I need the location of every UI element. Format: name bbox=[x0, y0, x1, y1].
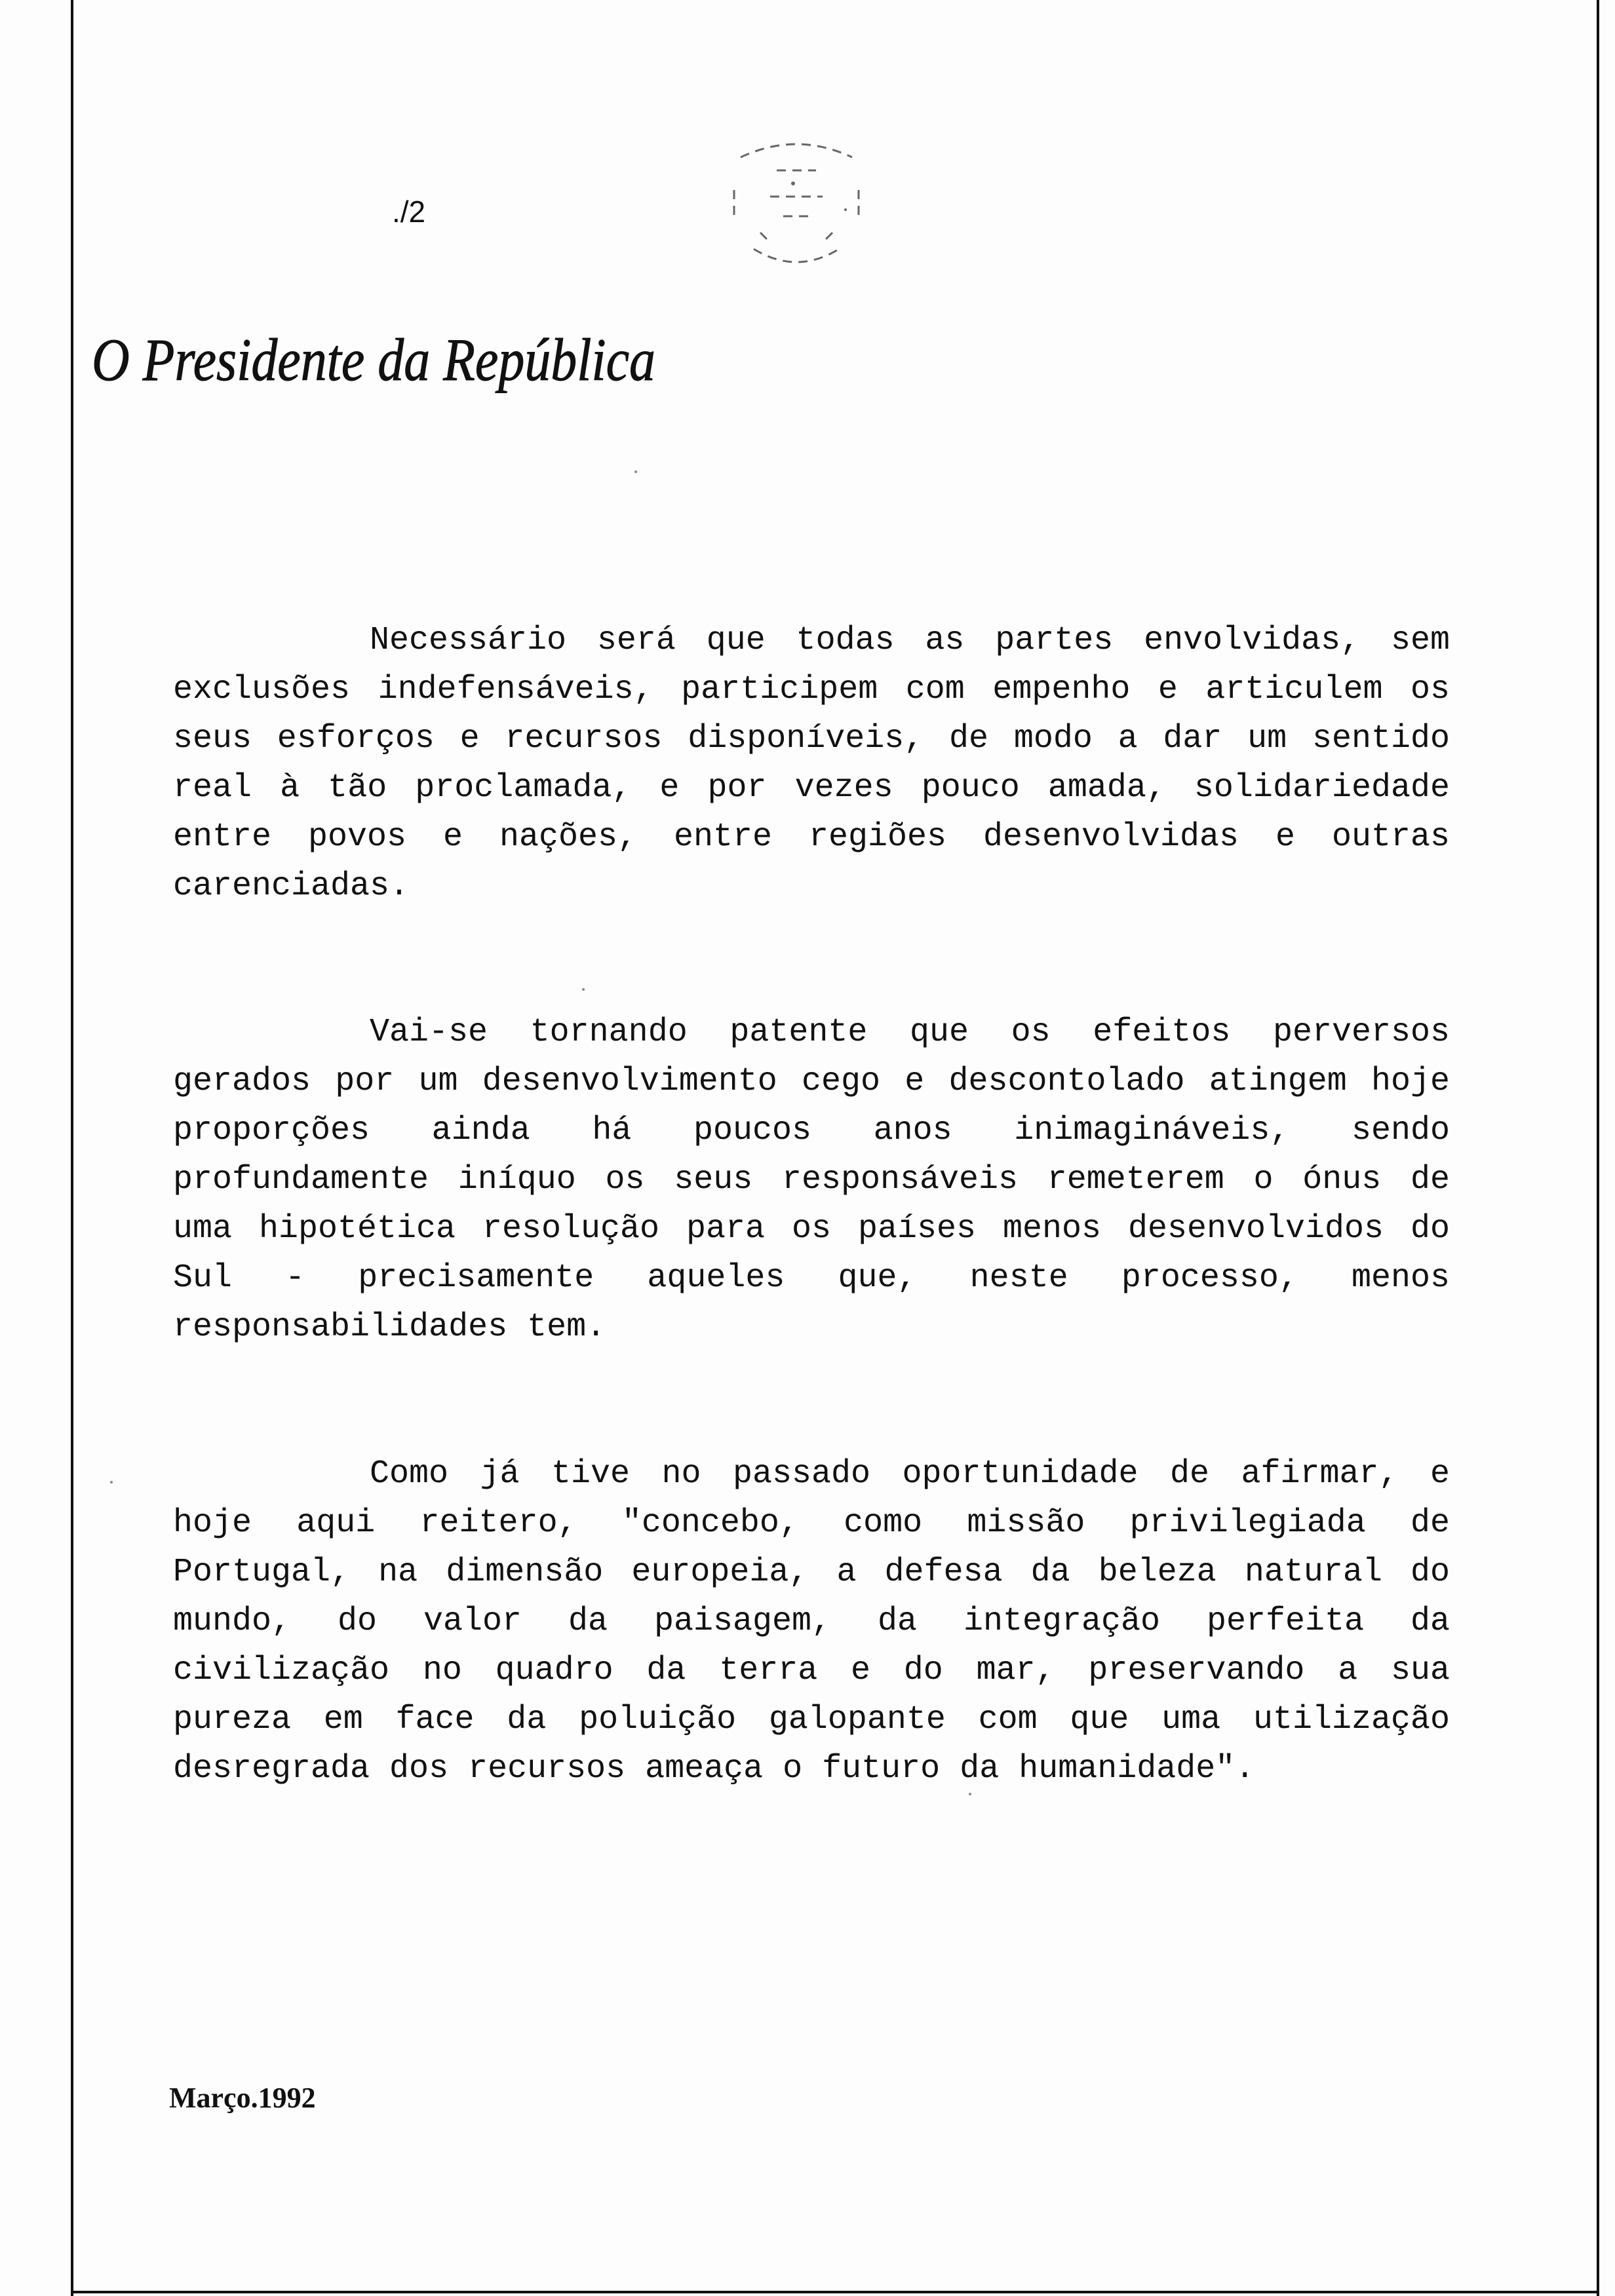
scan-edge-left bbox=[71, 0, 73, 2296]
body-paragraph-3: Como já tive no passado oportunidade de afirmar, e hoje aqui reitero, "concebo, como missão privilegiada de Portugal, na dimensão europeia, a defesa da beleza natural do mundo, do valor da paisagem, da integração perfeita da civilização no quadro da terra e do mar, preservando a sua pureza em face da poluição galopante com que uma utilização desregrada dos recursos ameaça o futuro da humanidade". bbox=[173, 1455, 1450, 1788]
document-date: Março.1992 bbox=[169, 2082, 316, 2114]
page-number: ./2 bbox=[392, 195, 426, 229]
scan-speck bbox=[110, 1481, 113, 1483]
scan-edge-bottom bbox=[71, 2291, 1599, 2293]
scan-speck bbox=[634, 470, 637, 473]
letterhead-title bbox=[92, 315, 682, 406]
body-paragraph-1: Necessário será que todas as partes envolvidas, sem exclusões indefensáveis, participem com empenho e articulem os seus esforços e recursos disponíveis, de modo a dar um sentido real à tão proclamada, e por vezes pouco amada, solidariedade entre povos e nações, entre regiões desenvolvidas e outras carenciadas. bbox=[173, 622, 1450, 905]
letterhead-title-text: O Presidente da República bbox=[92, 326, 655, 393]
body-paragraph-2: Vai-se tornando patente que os efeitos perversos gerados por um desenvolvimento cego e descontolado atingem hoje proporções ainda há poucos anos inimagináveis, sendo profundamente iníquo os seus responsáveis remeterem o ónus de uma hipotética resolução para os países menos desenvolvidos do Sul - precisamente aqueles que, neste processo, menos responsabilidades tem. bbox=[173, 1014, 1450, 1346]
scan-speck bbox=[582, 988, 585, 991]
scan-speck bbox=[969, 1793, 971, 1795]
scan-edge-right bbox=[1597, 0, 1599, 2296]
coat-of-arms-icon bbox=[714, 118, 878, 282]
